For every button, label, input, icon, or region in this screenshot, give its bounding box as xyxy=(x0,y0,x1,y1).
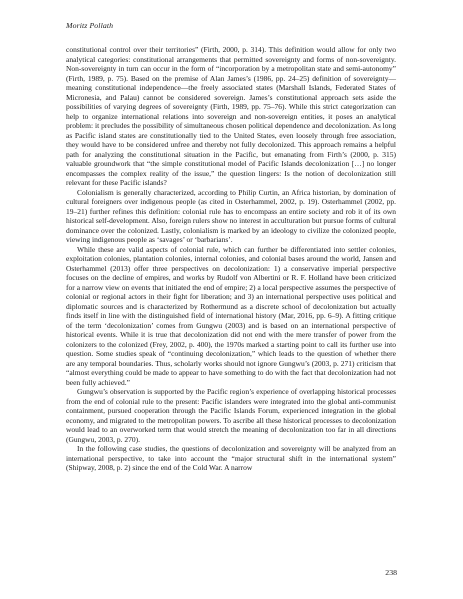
paragraph: In the following case studies, the questions of decolonization and sovereignty will be analyzed from an international perspective, to take into account the “major structural shift in the international system” (Shipway, 2008, p. 2) since the end of the Cold War. A narrow xyxy=(66,444,396,472)
paragraph: Gungwu’s observation is supported by the Pacific region’s experience of overlapping historical processes from the end of colonial rule to the present: Pacific islanders were integrated into the global anti-communist containment, pursued cooperation through the Pacific Islands Forum, experienced integration in the global economy, and migrated to the metropolitan powers. To ascribe all these historical processes to decolonization would lead to an overworked term that would stretch the meaning of decolonization too far in all directions (Gungwu, 2003, p. 270). xyxy=(66,387,396,444)
paragraph: constitutional control over their territories” (Firth, 2000, p. 314). This definition would allow for only two analytical categories: constitutional arrangements that permitted sovereignty and forms of non-sovereignty. Non-sovereignty in turn can occur in the form of “incorporation by a metropolitan state and semi-autonomy” (Firth, 1989, p. 75). Based on the premise of Alan James’s (1986, pp. 24–25) definition of sovereignty—meaning constitutional independence—the freely associated states (Marshall Islands, Federated States of Micronesia, and Palau) cannot be considered sovereign. James’s constitutional approach sets aside the possibilities of varying degrees of sovereignty (Firth, 1989, pp. 75–76). While this strict categorization can help to organize international relations into sovereign and non-sovereign entities, it poses an analytical problem: it precludes the possibility of simultaneous chosen political dependence and decolonization. As long as Pacific island states are constitutionally tied to the United States, even loosely through free association, they would have to be considered unfree and thereby not fully decolonized. This approach remains a helpful path for analyzing the constitutional situation in the Pacific, but emanating from Firth’s (2000, p. 315) valuable groundwork that “the simple constitutional model of Pacific Islands decolonization […] no longer encompasses the complex reality of the issue,” the question lingers: Is the notion of decolonization still relevant for these Pacific islands? xyxy=(66,45,396,187)
body-text xyxy=(66,45,396,473)
running-head-author: Moritz Pollath xyxy=(66,21,114,30)
paragraph: While these are valid aspects of colonial rule, which can further be differentiated into settler colonies, exploitation colonies, plantation colonies, internal colonies, and colonial bases around the world, Jansen and Osterhammel (2013) offer three perspectives on decolonization: 1) a conservative imperial perspective focuses on the decline of empires, and works by Rudolf von Albertini or R. F. Holland have been criticized for a narrow view on events that initiated the end of empire; 2) a local perspective assumes the perspective of colonial or regional actors in their fight for liberation; and 3) an international perspective uses political and diplomatic sources and is characterized by Rothermund as a discrete school of decolonization but actually finds itself in line with the distinguished field of international history (Mar, 2016, pp. 6–9). A fitting critique of the term ‘decolonization’ comes from Gungwu (2003) and is based on an international perspective of historical events. While it is true that decolonization did not end with the mere transfer of power from the colonizers to the colonized (Frey, 2002, p. 400), the 1970s marked a starting point to call its further use into question. Some studies speak of “continuing decolonization,” which leads to the question of whether there are any temporal boundaries. Thus, scholarly works should not ignore Gungwu’s (2003, p. 271) criticism that “almost everything could be made to appear to have something to do with the fact that decolonization had not been fully achieved.” xyxy=(66,244,396,387)
page-number: 238 xyxy=(385,568,397,577)
paragraph: Colonialism is generally characterized, according to Philip Curtin, an Africa historian, by domination of cultural foreigners over indigenous people (as cited in Osterhammel, 2002, p. 19). Osterhammel (2002, pp. 19–21) further refines this definition: colonial rule has to encompass an entire society and rob it of its own historical self-development. Also, foreign rulers show no interest in acculturation but pursue forms of cultural dominance over the colonized. Lastly, colonialism is marked by an ideology to civilize the colonized people, viewing indigenous people as ‘savages’ or ‘barbarians’. xyxy=(66,187,396,244)
